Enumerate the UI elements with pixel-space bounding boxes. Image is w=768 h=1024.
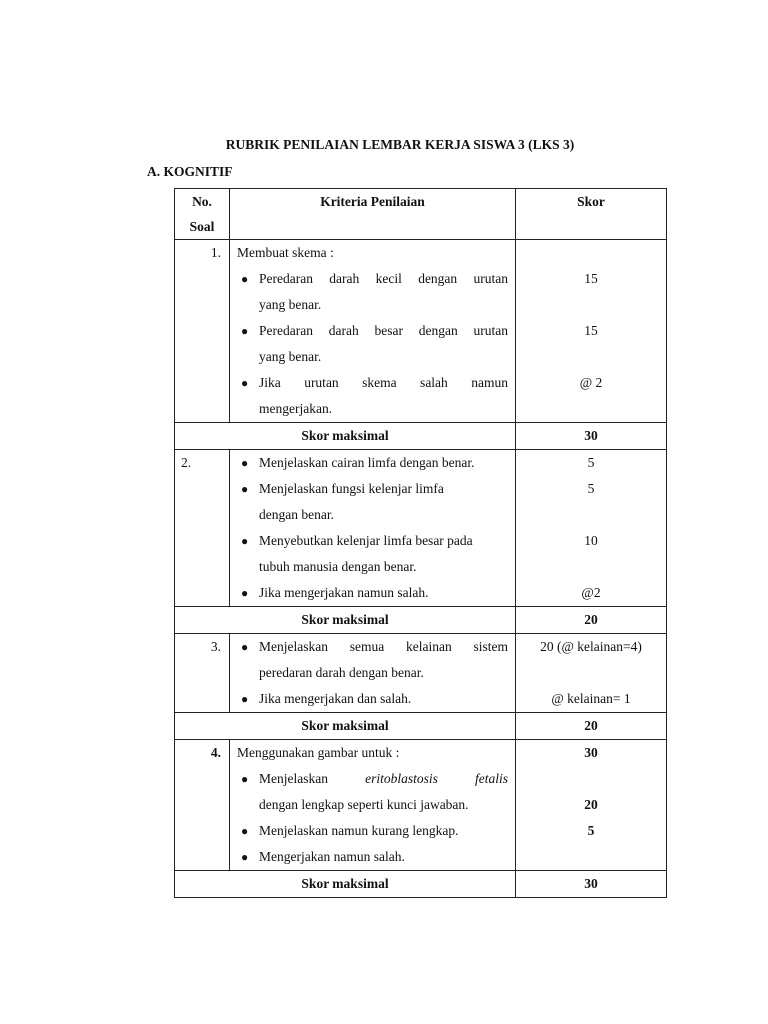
- score-cell: [516, 450, 667, 607]
- bullet-icon: ●: [241, 824, 249, 838]
- criteria-item: [237, 580, 508, 606]
- header-no-line1: No.: [192, 194, 212, 209]
- section-heading: A. KOGNITIF: [147, 164, 233, 179]
- criteria-text: dengan lengkap seperti kunci jawaban.: [259, 797, 469, 812]
- max-score-row: [175, 423, 667, 450]
- max-score-label: Skor maksimal: [175, 871, 516, 898]
- question-number: 1.: [175, 240, 230, 423]
- question-number: 4.: [175, 740, 230, 871]
- criteria-text: Menjelaskan cairan limfa dengan benar.: [259, 455, 475, 470]
- criteria-text: Jika mengerjakan namun salah.: [259, 585, 429, 600]
- criteria-item: [237, 266, 508, 318]
- header-criteria: Kriteria Penilaian: [230, 189, 516, 240]
- score-cell: [516, 240, 667, 423]
- criteria-cell: [230, 240, 516, 423]
- max-score-row: [175, 871, 667, 898]
- criteria-term: fetalis: [475, 771, 508, 786]
- score-value: 20 (@ kelainan=4): [540, 639, 642, 654]
- score-value: 15: [584, 323, 598, 338]
- question-number: 3.: [175, 634, 230, 713]
- bullet-icon: ●: [241, 456, 249, 470]
- score-value: 30: [584, 745, 598, 760]
- document-title: RUBRIK PENILAIAN LEMBAR KERJA SISWA 3 (LKS 3): [225, 137, 575, 152]
- criteria-text: Jika urutan skema salah namun: [259, 375, 508, 390]
- bullet-icon: ●: [241, 586, 249, 600]
- bullet-icon: ●: [241, 850, 249, 864]
- criteria-term: eritoblastosis: [365, 771, 438, 786]
- criteria-text: Mengerjakan namun salah.: [259, 849, 405, 864]
- criteria-cell: [230, 634, 516, 713]
- max-score-label: Skor maksimal: [175, 607, 516, 634]
- max-score-value: 20: [516, 713, 667, 740]
- criteria-text: yang benar.: [259, 349, 322, 364]
- score-value: 5: [587, 481, 595, 496]
- criteria-text: Peredaran darah kecil dengan urutan: [259, 271, 508, 286]
- criteria-text: Menjelaskan: [259, 771, 328, 786]
- bullet-icon: ●: [241, 482, 249, 496]
- score-value: 5: [587, 823, 595, 838]
- score-value: @ 2: [579, 375, 603, 390]
- table-row: [175, 240, 667, 423]
- bullet-icon: ●: [241, 376, 249, 390]
- criteria-text: Menyebutkan kelenjar limfa besar pada: [259, 533, 473, 548]
- max-score-row: [175, 713, 667, 740]
- bullet-icon: ●: [241, 640, 249, 654]
- criteria-item: [237, 318, 508, 370]
- score-cell: [516, 740, 667, 871]
- criteria-text: Menjelaskan semua kelainan sistem: [259, 639, 508, 654]
- criteria-text: Peredaran darah besar dengan urutan: [259, 323, 508, 338]
- criteria-text: dengan benar.: [259, 507, 334, 522]
- criteria-text: yang benar.: [259, 297, 322, 312]
- max-score-value: 30: [516, 423, 667, 450]
- criteria-item: [237, 686, 508, 712]
- criteria-text: tubuh manusia dengan benar.: [259, 559, 417, 574]
- criteria-item: [237, 476, 508, 528]
- score-value: @2: [581, 585, 601, 600]
- rubric-table: [174, 188, 667, 898]
- score-cell: [516, 634, 667, 713]
- criteria-item: [237, 818, 508, 844]
- criteria-text: Jika mengerjakan dan salah.: [259, 691, 412, 706]
- bullet-icon: ●: [241, 324, 249, 338]
- criteria-item: [237, 528, 508, 580]
- table-row: [175, 740, 667, 871]
- max-score-label: Skor maksimal: [175, 423, 516, 450]
- bullet-icon: ●: [241, 772, 249, 786]
- score-value: 5: [587, 455, 595, 470]
- bullet-icon: ●: [241, 692, 249, 706]
- criteria-item: [237, 844, 508, 870]
- max-score-value: 30: [516, 871, 667, 898]
- criteria-text: mengerjakan.: [259, 401, 333, 416]
- criteria-item: [237, 766, 508, 818]
- header-score: Skor: [516, 189, 667, 240]
- question-number: 2.: [175, 450, 230, 607]
- bullet-icon: ●: [241, 272, 249, 286]
- table-row: [175, 634, 667, 713]
- criteria-item: [237, 370, 508, 422]
- criteria-item: [237, 634, 508, 686]
- max-score-label: Skor maksimal: [175, 713, 516, 740]
- criteria-text: peredaran darah dengan benar.: [259, 665, 424, 680]
- table-row: [175, 450, 667, 607]
- criteria-intro: Membuat skema :: [237, 245, 334, 260]
- criteria-cell: [230, 450, 516, 607]
- max-score-value: 20: [516, 607, 667, 634]
- criteria-item: [237, 450, 508, 476]
- criteria-intro: Menggunakan gambar untuk :: [237, 745, 400, 760]
- header-no-soal: [175, 189, 230, 240]
- score-value: @ kelainan= 1: [551, 691, 631, 706]
- header-no-line2: Soal: [189, 219, 215, 234]
- criteria-text: Menjelaskan namun kurang lengkap.: [259, 823, 459, 838]
- score-value: 20: [584, 797, 598, 812]
- bullet-icon: ●: [241, 534, 249, 548]
- score-value: 10: [584, 533, 598, 548]
- score-value: 15: [584, 271, 598, 286]
- max-score-row: [175, 607, 667, 634]
- criteria-cell: [230, 740, 516, 871]
- criteria-text: Menjelaskan fungsi kelenjar limfa: [259, 481, 444, 496]
- table-header-row: [175, 189, 667, 240]
